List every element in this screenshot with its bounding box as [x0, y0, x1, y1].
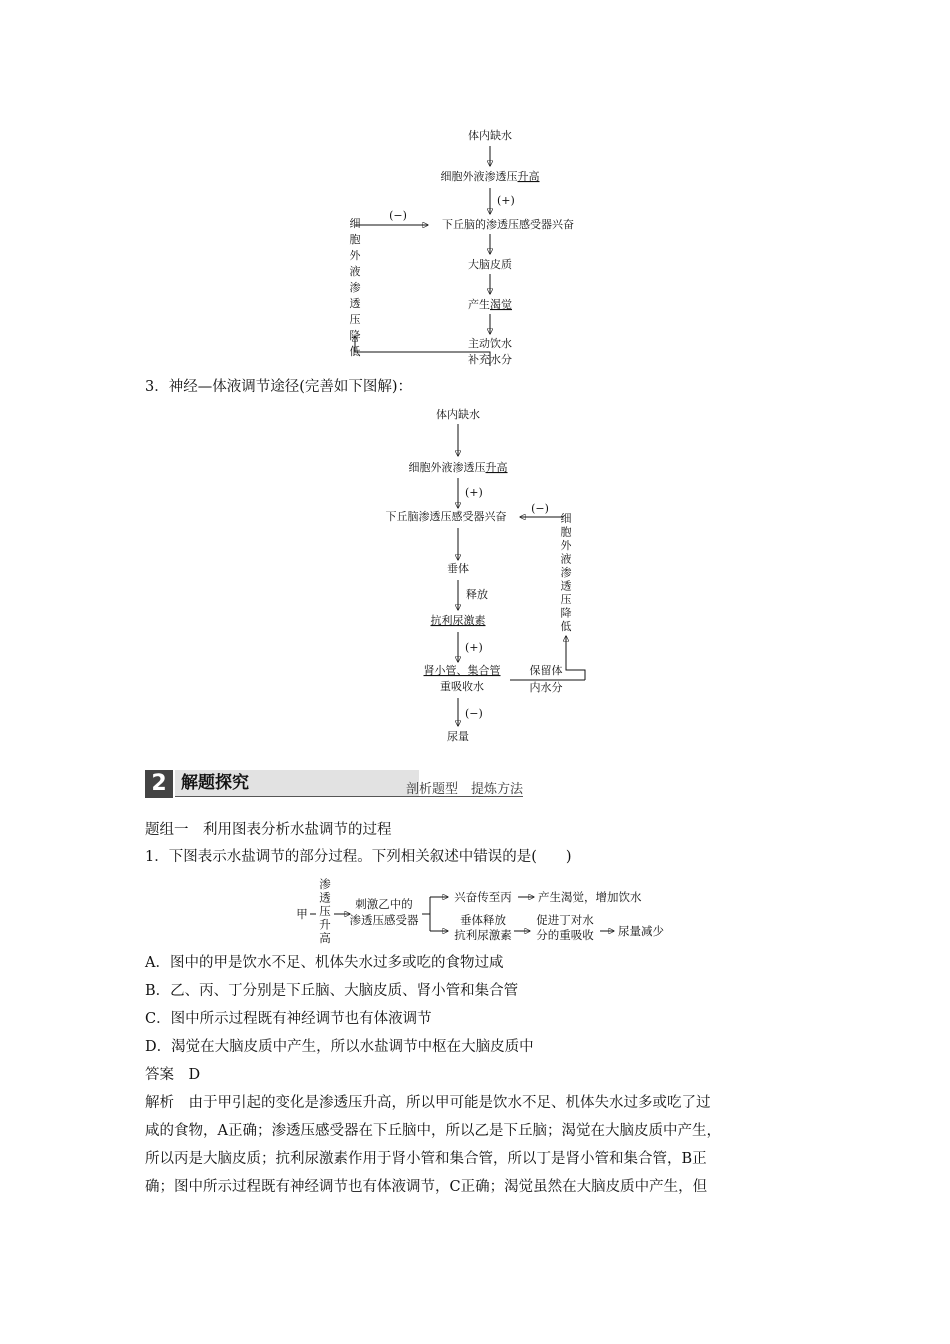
d2-plus-label-1: (+)	[465, 486, 483, 499]
d2-side-char: 降	[560, 606, 572, 620]
d3-lo2b: 分的重吸收	[536, 928, 594, 942]
d2-node-urine: 尿量	[447, 730, 469, 743]
section3-heading: 3．神经—体液调节途径(完善如下图解)：	[145, 379, 413, 395]
d2-plus-label-2: (+)	[465, 641, 483, 654]
d2-node-keep-water-b: 内水分	[529, 681, 563, 694]
answer: 答案 D	[145, 1067, 201, 1083]
option-d: D．渴觉在大脑皮质中产生，所以水盐调节中枢在大脑皮质中	[145, 1039, 534, 1055]
d1-plus-label: (+)	[497, 194, 515, 207]
d1-side-char: 压	[349, 313, 361, 326]
d1-side-char: 透	[349, 297, 361, 310]
d3-box-b: 渗透压感受器	[349, 913, 419, 927]
d2-side-char: 低	[560, 620, 572, 633]
d1-node-cortex: 大脑皮质	[468, 258, 512, 271]
analysis-line-2: 咸的食物，A正确；渗透压感受器在下丘脑中，所以乙是下丘脑；渴觉在大脑皮质中产生，	[145, 1123, 721, 1139]
d2-node-body-water-deficit: 体内缺水	[436, 408, 480, 421]
d1-node-body-water-deficit: 体内缺水	[468, 129, 512, 142]
d2-minus-label: (−)	[465, 707, 483, 720]
d2-side-char: 压	[560, 593, 572, 606]
d3-up2: 产生渴觉，增加饮水	[538, 890, 642, 904]
question-stem: 1．下图表示水盐调节的部分过程。下列相关叙述中错误的是( )	[145, 849, 572, 865]
d3-box-a: 刺激乙中的	[355, 897, 413, 911]
d2-side-char: 液	[560, 552, 572, 566]
d2-side-char: 胞	[560, 525, 572, 539]
group-title: 题组一 利用图表分析水盐调节的过程	[145, 822, 392, 838]
d1-minus-label: (−)	[389, 209, 407, 222]
section2-subtitle: 剖析题型 提炼方法	[405, 782, 523, 797]
d3-col1-char: 渗	[319, 877, 331, 891]
d1-side-char: 液	[349, 265, 361, 278]
option-b: B．乙、丙、丁分别是下丘脑、大脑皮质、肾小管和集合管	[145, 983, 519, 999]
d3-col1-char: 压	[319, 904, 331, 918]
d2-node-keep-water-a: 保留体	[529, 664, 563, 677]
option-a: A．图中的甲是饮水不足、机体失水过多或吃的食物过咸	[145, 955, 504, 971]
d2-side-char: 外	[560, 539, 572, 552]
analysis-line-4: 确；图中所示过程既有神经调节也有体液调节，C正确；渴觉虽然在大脑皮质中产生，但	[145, 1179, 708, 1195]
d3-col1-char: 高	[319, 931, 331, 945]
d3-lo2a: 促进丁对水	[536, 913, 594, 927]
d3-jia: 甲	[296, 907, 308, 921]
d1-side-char: 渗	[349, 281, 361, 294]
d2-minus-side: (−)	[531, 502, 549, 515]
d2-node-adh: 抗利尿激素	[430, 614, 486, 627]
d3-up1: 兴奋传至丙	[454, 890, 512, 904]
d3-lo3: 尿量减少	[618, 924, 664, 938]
d2-node-hypothalamus: 下丘脑渗透压感受器兴奋	[385, 510, 507, 523]
d2-node-pituitary: 垂体	[447, 562, 469, 575]
d1-node-ecf-osmotic-rise: 细胞外液渗透压升高	[440, 170, 540, 183]
d1-node-hypothalamus: 下丘脑的渗透压感受器兴奋	[442, 218, 574, 231]
d3-col1	[319, 877, 331, 945]
d1-side-char: 低	[349, 345, 361, 358]
d1-node-thirst: 产生渴觉	[468, 298, 512, 311]
d2-label-release: 释放	[466, 588, 488, 601]
d2-node-kidney: 肾小管、集合管	[423, 664, 501, 677]
d3-col1-char: 升	[319, 917, 331, 932]
analysis-line-1: 解析 由于甲引起的变化是渗透压升高，所以甲可能是饮水不足、机体失水过多或吃了过	[145, 1095, 711, 1111]
d2-node-reabsorb: 重吸收水	[440, 680, 484, 693]
section2-title: 解题探究	[175, 770, 419, 796]
d3-lo1b: 抗利尿激素	[454, 928, 512, 942]
d3-lo1a: 垂体释放	[460, 913, 506, 927]
d3-col1-char: 透	[319, 890, 331, 905]
d2-side-char: 细	[560, 512, 572, 525]
d1-side-char: 外	[349, 249, 361, 262]
analysis-line-3: 所以丙是大脑皮质；抗利尿激素作用于肾小管和集合管，所以丁是肾小管和集合管，B正	[145, 1151, 707, 1167]
d1-side-char: 降	[349, 329, 361, 342]
d2-node-ecf-osmotic-rise: 细胞外液渗透压升高	[408, 461, 508, 474]
d1-side-char: 胞	[349, 233, 361, 246]
d1-side-char: 细	[349, 217, 361, 230]
d2-side-char: 渗	[560, 566, 572, 579]
section2-number: 2	[145, 770, 173, 798]
d1-node-drink-a: 主动饮水	[468, 337, 512, 350]
option-c: C．图中所示过程既有神经调节也有体液调节	[145, 1011, 432, 1027]
d1-node-drink-b: 补充水分	[468, 353, 512, 366]
d2-side-char: 透	[560, 579, 572, 593]
